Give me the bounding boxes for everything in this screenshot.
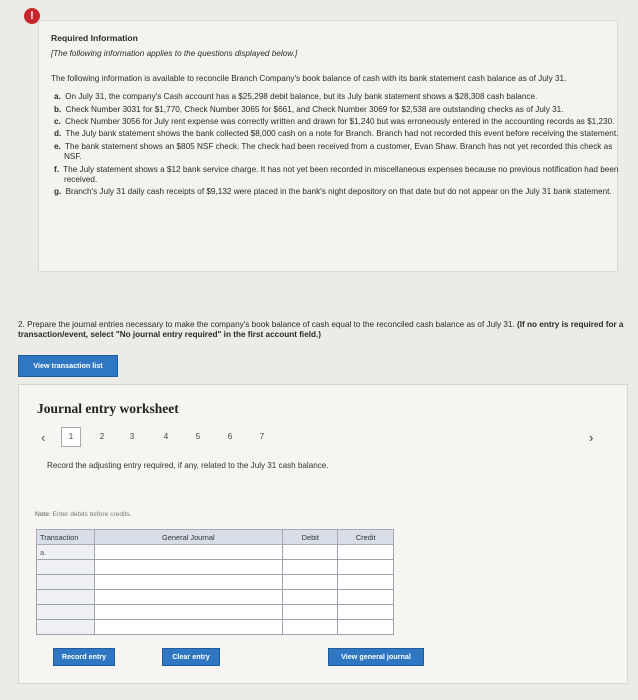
table-row xyxy=(37,575,394,590)
account-input[interactable] xyxy=(94,605,283,620)
transaction-cell xyxy=(37,590,95,605)
view-transaction-list-button[interactable]: View transaction list xyxy=(18,355,118,377)
page-6-tab[interactable]: 6 xyxy=(227,432,233,441)
page-2-tab[interactable]: 2 xyxy=(99,432,105,441)
info-item-a: a. On July 31, the company's Cash account has a $25,298 debit balance, but its July bank statement shows a $28,308 cash balance. xyxy=(54,92,538,102)
transaction-cell xyxy=(37,620,95,635)
info-title: Required Information xyxy=(51,33,138,43)
transaction-cell xyxy=(37,560,95,575)
account-input[interactable] xyxy=(94,590,283,605)
page-1-tab[interactable]: 1 xyxy=(61,427,81,447)
transaction-cell: a. xyxy=(37,545,95,560)
info-item-c: c. Check Number 3056 for July rent expense was correctly written and drawn for $1,240 but was erroneously entered in the accounting records as $1,230. xyxy=(54,117,615,127)
required-information-panel xyxy=(38,20,618,272)
table-row xyxy=(37,560,394,575)
clear-entry-button[interactable]: Clear entry xyxy=(162,648,220,666)
page-5-tab[interactable]: 5 xyxy=(195,432,201,441)
col-credit: Credit xyxy=(338,530,394,545)
credit-input[interactable] xyxy=(338,590,394,605)
page-3-tab[interactable]: 3 xyxy=(129,432,135,441)
col-debit: Debit xyxy=(283,530,338,545)
table-row xyxy=(37,545,394,560)
col-transaction: Transaction xyxy=(37,530,95,545)
transaction-cell xyxy=(37,605,95,620)
info-note: [The following information applies to the questions displayed below.] xyxy=(51,49,298,59)
question-instruction: (If no entry is required for a transaction/event, select "No journal entry required" in the first account field.) xyxy=(18,320,624,340)
journal-table xyxy=(36,529,394,635)
transaction-cell xyxy=(37,575,95,590)
credit-input[interactable] xyxy=(338,575,394,590)
debit-input[interactable] xyxy=(283,590,338,605)
account-input[interactable] xyxy=(94,545,283,560)
chevron-left-icon[interactable]: ‹ xyxy=(41,430,46,445)
account-input[interactable] xyxy=(94,620,283,635)
debit-input[interactable] xyxy=(283,620,338,635)
view-general-journal-button[interactable]: View general journal xyxy=(328,648,424,666)
debit-input[interactable] xyxy=(283,575,338,590)
debit-input[interactable] xyxy=(283,560,338,575)
note-label: Note: xyxy=(35,511,51,518)
info-intro: The following information is available to reconcile Branch Company's book balance of cash with its bank statement cash balance as of July 31. xyxy=(51,73,567,83)
info-item-g: g. Branch's July 31 daily cash receipts of $9,132 were placed in the bank's night depository on that date but do not appear on the July 31 bank statement. xyxy=(54,187,612,197)
table-row xyxy=(37,605,394,620)
table-row xyxy=(37,620,394,635)
page-7-tab[interactable]: 7 xyxy=(259,432,265,441)
chevron-right-icon[interactable]: › xyxy=(589,430,594,445)
question-prompt xyxy=(18,320,628,341)
page-4-tab[interactable]: 4 xyxy=(163,432,169,441)
info-item-e: e. The bank statement shows an $805 NSF check. The check had been received from a customer, Evan Shaw. Branch has not yet recorded this check as NSF. xyxy=(54,141,613,162)
worksheet-prompt: Record the adjusting entry required, if any, related to the July 31 cash balance. xyxy=(47,461,329,470)
info-item-b: b. Check Number 3031 for $1,770, Check Number 3065 for $661, and Check Number 3069 for $2,538 are outstanding checks as of July 31. xyxy=(54,104,564,114)
journal-entry-worksheet xyxy=(18,384,628,684)
note-text: Enter debits before credits. xyxy=(52,511,132,518)
credit-input[interactable] xyxy=(338,545,394,560)
info-item-d: d. The July bank statement shows the bank collected $8,000 cash on a note for Branch. Branch had not recorded this event before receiving the statement. xyxy=(54,129,619,139)
debit-input[interactable] xyxy=(283,545,338,560)
credit-input[interactable] xyxy=(338,605,394,620)
info-list xyxy=(51,92,619,198)
info-item-f: f. The July statement shows a $12 bank service charge. It has not yet been recorded in miscellaneous expenses because no previous notification had been received. xyxy=(54,164,619,185)
worksheet-pager xyxy=(41,427,601,447)
table-row xyxy=(37,590,394,605)
worksheet-note xyxy=(35,511,131,518)
question-text: 2. Prepare the journal entries necessary to make the company's book balance of cash equal to the reconciled cash balance as of July 31. xyxy=(18,320,515,329)
worksheet-title: Journal entry worksheet xyxy=(37,401,179,416)
credit-input[interactable] xyxy=(338,560,394,575)
alert-icon: ! xyxy=(24,8,40,24)
account-input[interactable] xyxy=(94,560,283,575)
record-entry-button[interactable]: Record entry xyxy=(53,648,115,666)
debit-input[interactable] xyxy=(283,605,338,620)
col-general-journal: General Journal xyxy=(94,530,283,545)
credit-input[interactable] xyxy=(338,620,394,635)
account-input[interactable] xyxy=(94,575,283,590)
